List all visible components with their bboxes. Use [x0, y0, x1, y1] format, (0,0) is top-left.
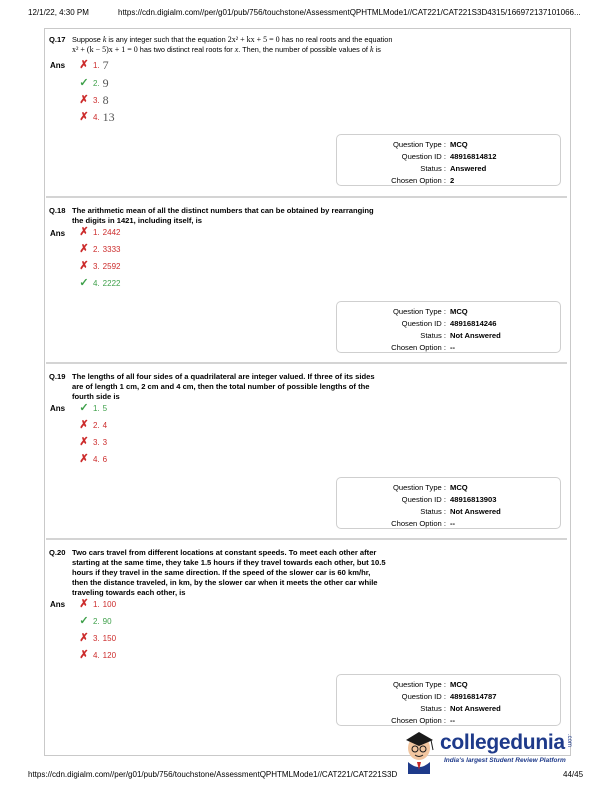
cross-mark-icon: ✗	[79, 259, 89, 272]
question-type: MCQ	[450, 140, 468, 149]
question-block-20	[46, 542, 567, 730]
question-info-box: Question Type : MCQ Question ID : 48916814812 Status : Answered Chosen Option : 2	[336, 134, 561, 186]
option-4: ✗ 4. 13	[79, 109, 115, 124]
option-3: ✗ 3. 150	[79, 631, 117, 644]
chosen-option: --	[450, 343, 456, 352]
question-text: Q.18 The arithmetic mean of all the distinct numbers that can be obtained by rearranging the digits in 1421, including itself, is	[49, 206, 374, 225]
cross-mark-icon: ✗	[79, 452, 89, 465]
question-type: MCQ	[450, 483, 468, 492]
logo-wordmark: collegedunia	[440, 731, 565, 754]
question-text: Q.20 Two cars travel from different locations at constant speeds. To meet each other after starting at the same time, they take 1.5 hours if they travel towards each other, but 10.5 hours if they travel in the same direction. If the speed of the slower car is 60 km/hr, then the distance traveled, in km, by the slower car when it meets the other car while traveling towards each other, is	[49, 548, 386, 597]
question-id: 48916813903	[450, 495, 497, 504]
question-status: Not Answered	[450, 331, 501, 340]
cross-mark-icon: ✗	[79, 631, 89, 644]
question-number: Q.20	[49, 548, 66, 557]
cross-mark-icon: ✗	[79, 435, 89, 448]
ans-label: Ans	[50, 229, 66, 238]
question-number: Q.19	[49, 372, 66, 381]
question-block-19	[46, 366, 567, 540]
mascot-icon	[400, 726, 438, 774]
cross-mark-icon: ✗	[79, 93, 89, 106]
ans-label: Ans	[50, 600, 66, 609]
option-3: ✗ 3. 3	[79, 435, 108, 448]
question-info-box: Question Type : MCQ Question ID : 48916814246 Status : Not Answered Chosen Option : --	[336, 301, 561, 353]
option-2: ✗ 2. 3333	[79, 242, 121, 255]
logo-suffix: .com	[566, 734, 572, 748]
cross-mark-icon: ✗	[79, 225, 89, 238]
math-var: k	[102, 35, 107, 44]
print-datetime: 12/1/22, 4:30 PM	[28, 8, 89, 17]
logo-tagline: India's largest Student Review Platform	[444, 757, 566, 764]
cross-mark-icon: ✗	[79, 597, 89, 610]
chosen-option: --	[450, 716, 456, 725]
question-id: 48916814787	[450, 692, 497, 701]
question-block-17	[46, 30, 567, 198]
question-status: Answered	[450, 164, 487, 173]
option-3: ✗ 3. 2592	[79, 259, 121, 272]
math-var: k	[369, 45, 374, 54]
question-type: MCQ	[450, 307, 468, 316]
ans-label: Ans	[50, 404, 66, 413]
question-status: Not Answered	[450, 704, 501, 713]
question-number: Q.18	[49, 206, 66, 215]
question-type: MCQ	[450, 680, 468, 689]
check-mark-icon: ✓	[79, 614, 89, 627]
option-2: ✓ 2. 90	[79, 614, 112, 627]
cross-mark-icon: ✗	[79, 648, 89, 661]
question-status: Not Answered	[450, 507, 501, 516]
option-1: ✗ 1. 100	[79, 597, 117, 610]
page-number: 44/45	[563, 770, 584, 779]
question-id: 48916814812	[450, 152, 497, 161]
question-number: Q.17	[49, 35, 66, 44]
check-mark-icon: ✓	[79, 276, 89, 289]
collegedunia-logo	[400, 726, 580, 776]
equation-2: x² + (k − 5)x + 1 = 0	[72, 45, 138, 54]
option-1: ✓ 1. 5	[79, 401, 108, 414]
question-info-box: Question Type : MCQ Question ID : 48916814787 Status : Not Answered Chosen Option : --	[336, 674, 561, 726]
question-text: Q.19 The lengths of all four sides of a quadrilateral are integer valued. If three of its sides are of length 1 cm, 2 cm and 4 cm, then the total number of possible lengths of the fourth side is	[49, 372, 375, 401]
option-1: ✗ 1. 2442	[79, 225, 121, 238]
cross-mark-icon: ✗	[79, 242, 89, 255]
question-id: 48916814246	[450, 319, 497, 328]
math-var: x	[234, 45, 239, 54]
option-3: ✗ 3. 8	[79, 92, 109, 107]
ans-label: Ans	[50, 61, 66, 70]
check-mark-icon: ✓	[79, 76, 89, 89]
option-2: ✓ 2. 9	[79, 75, 109, 90]
option-4: ✗ 4. 120	[79, 648, 117, 661]
option-4: ✓ 4. 2222	[79, 276, 121, 289]
option-4: ✗ 4. 6	[79, 452, 108, 465]
question-text: Q.17 Suppose k is any integer such that the equation 2x² + kx + 5 = 0 has no real roots and the equation x² + (k − 5)x + 1 = 0 has two distinct real roots for x. Then, the number of possible values of k is	[49, 35, 393, 54]
question-block-18	[46, 200, 567, 364]
check-mark-icon: ✓	[79, 401, 89, 414]
question-info-box: Question Type : MCQ Question ID : 48916813903 Status : Not Answered Chosen Option : --	[336, 477, 561, 529]
chosen-option: 2	[450, 176, 455, 185]
cross-mark-icon: ✗	[79, 418, 89, 431]
cross-mark-icon: ✗	[79, 110, 89, 123]
option-1: ✗ 1. 7	[79, 57, 109, 72]
chosen-option: --	[450, 519, 456, 528]
option-2: ✗ 2. 4	[79, 418, 108, 431]
print-url: https://cdn.digialm.com//per/g01/pub/756/touchstone/AssessmentQPHTMLMode1//CAT221/CAT221S3D4315/166972137101066...	[118, 8, 581, 17]
equation-1: 2x² + kx + 5 = 0	[227, 35, 280, 44]
footer-url: https://cdn.digialm.com//per/g01/pub/756/touchstone/AssessmentQPHTMLMode1//CAT221/CAT221S3D	[28, 770, 398, 779]
cross-mark-icon: ✗	[79, 58, 89, 71]
